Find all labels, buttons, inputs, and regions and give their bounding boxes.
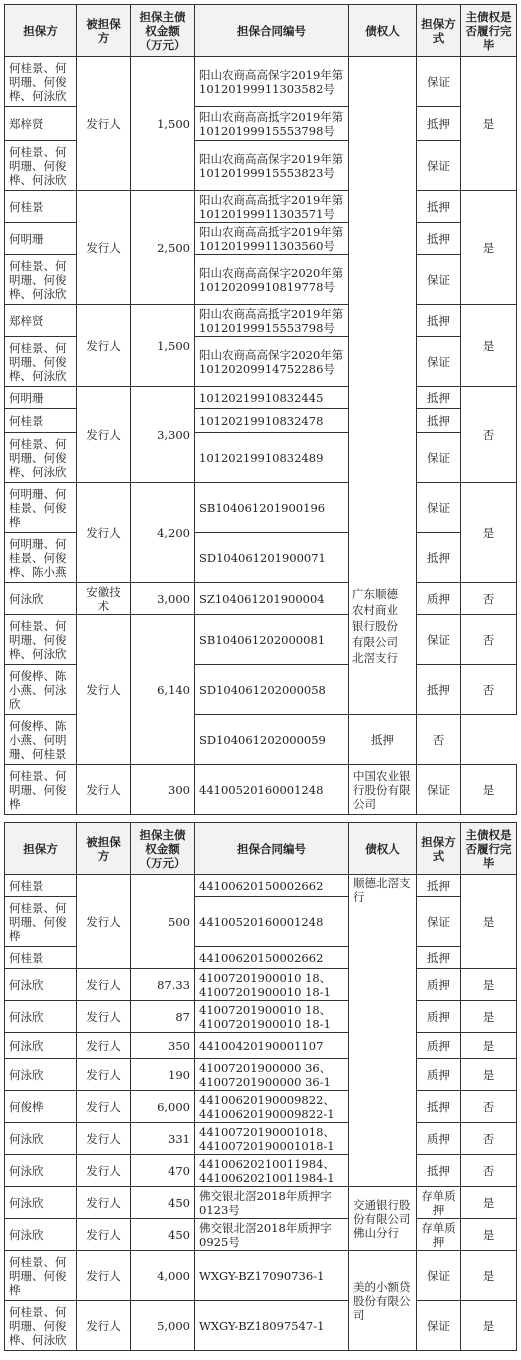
contract-cell: 44100520160001248 [195,765,349,815]
method-cell: 质押 [417,583,461,615]
debtor-cell: 发行人 [77,1219,131,1251]
debtor-cell: 发行人 [77,1091,131,1123]
contract-cell: 44100620210011984、44100620210011984-1 [195,1155,349,1187]
fulfilled-cell: 否 [461,615,517,665]
fulfilled-cell: 是 [461,1001,517,1033]
fulfilled-cell: 是 [461,1033,517,1059]
fulfilled-cell: 是 [461,191,517,305]
table-row [5,1187,517,1219]
method-cell: 保证 [417,433,461,483]
table-row [5,1091,517,1123]
method-cell: 保证 [417,765,461,815]
guarantor-cell: 何俊桦、陈小燕、何明珊、何桂景 [5,715,77,765]
contract-cell: 阳山农商高高抵字2019年第10120199915553798号 [195,107,349,141]
fulfilled-cell: 是 [461,969,517,1001]
fulfilled-cell: 否 [461,387,517,483]
debtor-cell: 发行人 [77,1123,131,1155]
guarantor-cell: 何俊桦、陈小燕、何泳欣 [5,665,77,715]
fulfilled-cell: 否 [461,665,517,715]
guarantor-cell: 何明珊、何桂景、何俊桦 [5,483,77,533]
debtor-cell: 发行人 [77,1001,131,1033]
fulfilled-cell: 否 [461,583,517,615]
contract-cell: 阳山农商高高保字2020年第10120209910819778号 [195,255,349,305]
method-cell: 抵押 [417,875,461,897]
contract-cell: 佛交银北滘2018年质押字0123号 [195,1187,349,1219]
guarantor-cell: 何泳欣 [5,969,77,1001]
debtor-cell: 发行人 [77,1155,131,1187]
debtor-cell: 发行人 [77,875,131,969]
method-cell: 抵押 [417,223,461,255]
amount-cell: 190 [131,1059,195,1091]
debtor-cell: 发行人 [77,1251,131,1301]
method-cell: 抵押 [417,409,461,433]
amount-cell: 3,000 [131,583,195,615]
amount-cell: 470 [131,1155,195,1187]
guarantee-table-2 [4,822,517,1351]
guarantor-cell: 何桂景 [5,191,77,223]
header-amount: 担保主债权金额（万元） [131,823,195,875]
guarantor-cell: 何泳欣 [5,1219,77,1251]
table-row [5,387,517,409]
table-row [5,483,517,533]
header-creditor: 债权人 [349,5,417,57]
amount-cell: 1,500 [131,57,195,191]
method-cell: 保证 [417,141,461,191]
fulfilled-cell: 是 [461,1219,517,1251]
guarantor-cell: 何桂景 [5,875,77,897]
contract-cell: 44100720190001018、44100720190001018-1 [195,1123,349,1155]
amount-cell: 331 [131,1123,195,1155]
header-debtor: 被担保方 [77,823,131,875]
contract-cell: SB104061202000081 [195,615,349,665]
contract-cell: 阳山农商高高保字2019年第10120199911303582号 [195,57,349,107]
amount-cell: 450 [131,1187,195,1219]
table-row [5,765,517,815]
guarantor-cell: 何桂景、何明珊、何俊桦 [5,765,77,815]
creditor-cell: 交通银行股份有限公司佛山分行 [349,1187,417,1251]
contract-cell: SD104061201900071 [195,533,349,583]
method-cell: 抵押 [417,191,461,223]
guarantor-cell: 何泳欣 [5,1155,77,1187]
fulfilled-cell: 否 [461,1123,517,1155]
contract-cell: 阳山农商高高保字2020年第10120209914752286号 [195,337,349,387]
table-row [5,305,517,337]
fulfilled-cell: 是 [461,305,517,387]
guarantor-cell: 何桂景、何明珊、何俊桦、何泳欣 [5,255,77,305]
method-cell: 保证 [417,1301,461,1351]
amount-cell: 4,000 [131,1251,195,1301]
guarantor-cell: 何桂景、何明珊、何俊桦、何泳欣 [5,433,77,483]
amount-cell: 5,000 [131,1301,195,1351]
contract-cell: 44100520160001248 [195,897,349,947]
guarantor-cell: 何桂景 [5,409,77,433]
creditor-cell: 中国农业银行股份有限公司 [349,765,417,815]
amount-cell: 500 [131,875,195,969]
contract-cell: SD104061202000058 [195,665,349,715]
method-cell: 质押 [417,1001,461,1033]
fulfilled-cell: 是 [461,1251,517,1301]
method-cell: 抵押 [417,665,461,715]
contract-cell: 佛交银北滘2018年质押字0925号 [195,1219,349,1251]
contract-cell: 41007201900010 18、41007201900010 18-1 [195,969,349,1001]
header-guarantor: 担保方 [5,5,77,57]
method-cell: 抵押 [417,947,461,969]
guarantor-cell: 何桂景、何明珊、何俊桦、何泳欣 [5,615,77,665]
method-cell: 保证 [417,57,461,107]
guarantor-cell: 何桂景、何明珊、何俊桦 [5,897,77,947]
fulfilled-cell: 是 [461,57,517,191]
header-row [5,5,517,57]
guarantor-cell: 何俊桦 [5,1091,77,1123]
debtor-cell: 发行人 [77,305,131,387]
method-cell: 质押 [417,1123,461,1155]
table-row [5,57,517,107]
method-cell: 抵押 [417,1091,461,1123]
table-row [5,1033,517,1059]
creditor-label-rural-bank: 广东顺德农村商业银行股份有限公司北滘支行 [352,586,408,666]
guarantor-cell: 何桂景 [5,947,77,969]
method-cell: 抵押 [417,107,461,141]
guarantee-table-1 [4,4,517,815]
table-row [5,583,517,615]
contract-cell: 10120219910832489 [195,433,349,483]
fulfilled-cell: 否 [417,715,461,765]
debtor-cell: 发行人 [77,1187,131,1219]
contract-cell: 阳山农商高高抵字2019年第10120199915553798号 [195,305,349,337]
guarantor-cell: 何明珊 [5,223,77,255]
method-cell: 保证 [417,255,461,305]
fulfilled-cell: 是 [461,1059,517,1091]
table-row [5,969,517,1001]
debtor-cell: 发行人 [77,483,131,583]
guarantor-cell: 何明珊、何桂景、何俊桦、陈小燕 [5,533,77,583]
guarantor-cell: 何泳欣 [5,1187,77,1219]
creditor-cell: 美的小额贷股份有限公司 [349,1251,417,1351]
header-guarantor: 担保方 [5,823,77,875]
debtor-cell: 发行人 [77,387,131,483]
method-cell: 存单质押 [417,1187,461,1219]
guarantor-cell: 郑梓贤 [5,305,77,337]
debtor-cell: 发行人 [77,969,131,1001]
contract-cell: SZ104061201900004 [195,583,349,615]
table-row [5,1155,517,1187]
amount-cell: 4,200 [131,483,195,583]
amount-cell: 2,500 [131,191,195,305]
contract-cell: SD104061202000059 [195,715,349,765]
method-cell: 抵押 [417,387,461,409]
header-contract: 担保合同编号 [195,5,349,57]
table-row [5,1059,517,1091]
amount-cell: 6,000 [131,1091,195,1123]
contract-cell: WXGY-BZ18097547-1 [195,1301,349,1351]
method-cell: 抵押 [417,533,461,583]
contract-cell: 10120219910832445 [195,387,349,409]
contract-cell: 44100620190009822、44100620190009822-1 [195,1091,349,1123]
guarantor-cell: 何泳欣 [5,1059,77,1091]
table-row [5,875,517,897]
table-row [5,1123,517,1155]
table-row [5,1001,517,1033]
fulfilled-cell: 是 [461,875,517,969]
fulfilled-cell: 否 [461,1091,517,1123]
guarantor-cell: 何泳欣 [5,1033,77,1059]
method-cell: 质押 [417,1059,461,1091]
fulfilled-cell: 是 [461,1187,517,1219]
debtor-cell: 发行人 [77,615,131,765]
method-cell: 抵押 [417,305,461,337]
debtor-cell: 发行人 [77,765,131,815]
header-method: 担保方式 [417,823,461,875]
amount-cell: 87.33 [131,969,195,1001]
debtor-cell: 发行人 [77,1033,131,1059]
debtor-cell: 安徽技术 [77,583,131,615]
fulfilled-cell: 是 [461,765,517,815]
table-row [5,615,517,665]
method-cell: 抵押 [417,1155,461,1187]
debtor-cell: 发行人 [77,1059,131,1091]
header-fulfilled: 主债权是否履行完毕 [461,823,517,875]
contract-cell: 阳山农商高高保字2019年第10120199915553823号 [195,141,349,191]
contract-cell: WXGY-BZ17090736-1 [195,1251,349,1301]
header-fulfilled: 主债权是否履行完毕 [461,5,517,57]
guarantor-cell: 何桂景、何明珊、何俊桦 [5,1251,77,1301]
header-method: 担保方式 [417,5,461,57]
method-cell: 存单质押 [417,1219,461,1251]
contract-cell: 10120219910832478 [195,409,349,433]
contract-cell: 44100420190001107 [195,1033,349,1059]
fulfilled-cell: 是 [461,483,517,583]
amount-cell: 87 [131,1001,195,1033]
fulfilled-cell: 是 [461,1301,517,1351]
amount-cell: 6,140 [131,615,195,765]
header-debtor: 被担保方 [77,5,131,57]
contract-cell: 阳山农商高高抵字2019年第10120199911303560号 [195,223,349,255]
amount-cell: 300 [131,765,195,815]
guarantor-cell: 何桂景、何明珊、何俊桦、何泳欣 [5,57,77,107]
debtor-cell: 发行人 [77,1301,131,1351]
guarantor-cell: 何桂景、何明珊、何俊桦、何泳欣 [5,141,77,191]
method-cell: 抵押 [349,715,417,765]
contract-cell: 44100620150002662 [195,875,349,897]
method-cell: 保证 [417,483,461,533]
contract-cell: 41007201900000 36、41007201900000 36-1 [195,1059,349,1091]
table-row [5,1219,517,1251]
amount-cell: 1,500 [131,305,195,387]
debtor-cell: 发行人 [77,191,131,305]
method-cell: 质押 [417,1033,461,1059]
method-cell: 质押 [417,969,461,1001]
contract-cell: 阳山农商高高抵字2019年第10120199911303571号 [195,191,349,223]
debtor-cell: 发行人 [77,57,131,191]
amount-cell: 350 [131,1033,195,1059]
guarantor-cell: 郑梓贤 [5,107,77,141]
header-contract: 担保合同编号 [195,823,349,875]
guarantor-cell: 何泳欣 [5,583,77,615]
creditor-cell: 顺德北滘支行 [349,875,417,1187]
guarantor-cell: 何泳欣 [5,1001,77,1033]
method-cell: 保证 [417,897,461,947]
guarantor-cell: 何明珊 [5,387,77,409]
method-cell: 保证 [417,337,461,387]
amount-cell: 450 [131,1219,195,1251]
method-cell: 保证 [417,1251,461,1301]
table-row [5,191,517,223]
header-amount: 担保主债权金额（万元） [131,5,195,57]
header-creditor: 债权人 [349,823,417,875]
contract-cell: SB104061201900196 [195,483,349,533]
table-row [5,1301,517,1351]
table-row [5,1251,517,1301]
method-cell: 保证 [417,615,461,665]
guarantor-cell: 何泳欣 [5,1123,77,1155]
amount-cell: 3,300 [131,387,195,483]
contract-cell: 41007201900010 18、41007201900010 18-1 [195,1001,349,1033]
header-row [5,823,517,875]
fulfilled-cell: 否 [461,1155,517,1187]
guarantor-cell: 何桂景、何明珊、何俊桦、何泳欣 [5,1301,77,1351]
contract-cell: 44100620150002662 [195,947,349,969]
guarantor-cell: 何桂景、何明珊、何俊桦、何泳欣 [5,337,77,387]
